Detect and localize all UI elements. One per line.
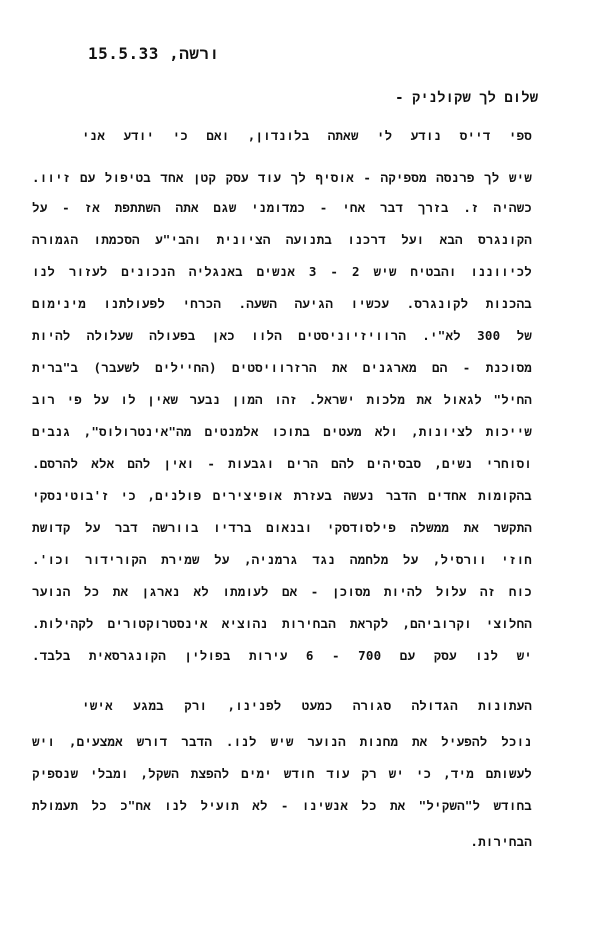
letter-line: וסוחרי נשים, סבסיהים להם הרים וגבעות - ואין להם אלא להרסם. [32,456,532,471]
letter-line: כוח זה עלול להיות מסוכן - אם לעומתו לא נארגן את כל הנוער [32,584,532,599]
letter-line: יש לנו עסק עם 700 - 6 עירות בפולין הקונגרסאית בלבד. [32,648,532,663]
letter-line: לעשותם מיד, כי יש רק עוד חודש ימים להפצת השקל, ומבלי שנספיק [32,766,532,781]
letter-line: מסוכנת - הם מארגנים את הרזרוויסטים (החיילים לשעבר) ב"ברית [32,360,532,375]
letter-line: הקונגרס הבא ועל דרכנו בתנועה הציונית והבי"ע הסכמתו הגמורה [32,232,532,247]
letter-line: החלוצי וקרוביהם, לקראת הבחירות נהוציא אינסטרוקטורים לקהילות. [32,616,532,631]
letter-line: שייכות לציונות, ולא מעטים בתוכו אלמנטים מה"אינטרולוס", גנבים [32,424,532,439]
letter-line: לכיווננו והבטיח שיש 2 - 3 אנשים באנגליה הנכונים לעזור לנו [32,264,532,279]
letter-line: של 300 לא"י. הרוויזיוניסטים הלוו כאן בפעולה שעלולה להיות [32,328,532,343]
dateline: ורשה, 15.5.33 [88,44,220,63]
salutation: שלום לך שקולניק - [395,90,538,106]
letter-line: החיל" לגאול את מלכות ישראל. זהו המון נבער שאין לו על פי רוב [32,392,532,407]
letter-line: נוכל להפעיל את מחנות הנוער שיש לנו. הדבר דורש אמצעים, ויש [32,734,532,749]
letter-line: ספי דייס נודע לי שאתה בלונדון, ואם כי יודע אני [82,128,532,143]
letter-line: התקשר את ממשלה פילסודסקי ובנאום ברדיו בוורשה דבר על קדושת [32,520,532,535]
letter-line: בהקומות אחדים הדבר נעשה בעזרת אופיצירים פולנים, כי ז'בוטינסקי [32,488,532,503]
letter-line: חוזי וורסיל, על מלחמה נגד גרמניה, על שמירת הקורידור וכו'. [32,552,532,567]
letter-line: כשהיה ז. בזרך דבר אחי - כמדומני שגם אתה השתתפת אז - על [32,200,532,215]
letter-line: הבחירות. [470,834,532,849]
letter-line: שיש לך פרנסה מספיקה - אוסיף לך עוד עסק קטן אחד בטיפול עם זיוו. [32,170,532,185]
letter-line: העתונות הגדולה סגורה כמעט לפנינו, ורק במגע אישי [82,698,532,713]
letter-line: בהכנות לקונגרס. עכשיו הגיעה השעה. הכרחי לפעולתנו מינימום [32,296,532,311]
letter-line: בחודש ל"השקיל" את כל אנשינו - לא תועיל לנו אח"כ כל תעמולת [32,798,532,813]
